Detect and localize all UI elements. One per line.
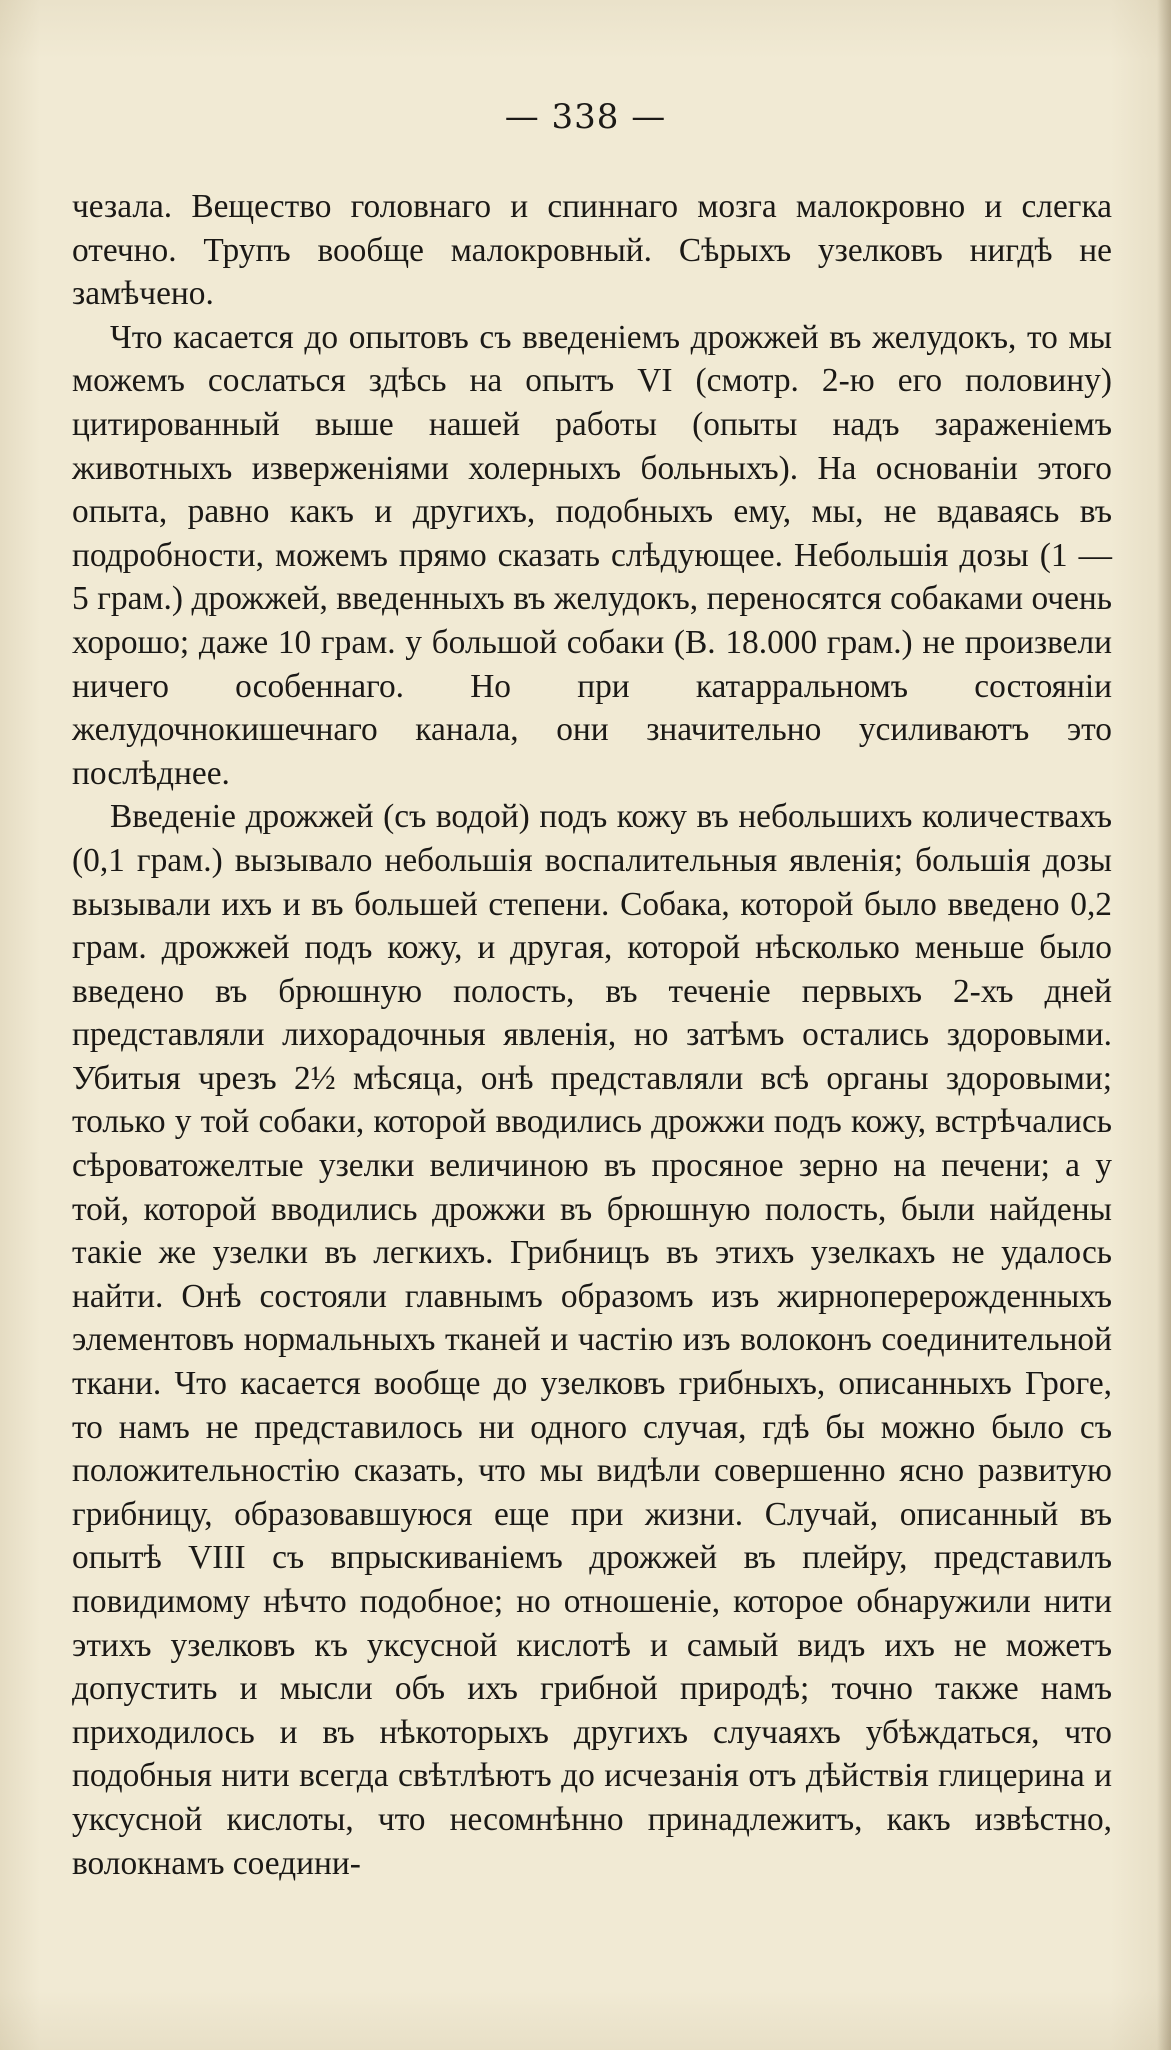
body-text [72,185,1112,1885]
page-edge-shadow [1157,0,1171,2050]
paragraph-continued: чезала. Вещество головнаго и спиннаго мозга малокровно и слегка отечно. Трупъ вообще малокровный. Сѣрыхъ узелковъ нигдѣ не замѣчено. [72,188,1112,313]
paragraph-yeast-stomach: Что касается до опытовъ съ введеніемъ дрожжей въ желудокъ, то мы можемъ сослаться здѣсь на опытъ VI (смотр. 2-ю его половину) цитированный выше нашей работы (опыты надъ зараженіемъ животныхъ изверженіями холерныхъ больныхъ). На основаніи этого опыта, равно какъ и другихъ, подобныхъ ему, мы, не вдаваясь въ подробности, можемъ прямо сказать слѣдующее. Небольшія дозы (1 — 5 грам.) дрожжей, введенныхъ въ желудокъ, переносятся собаками очень хорошо; даже 10 грам. у большой собаки (В. 18.000 грам.) не произвели ничего особеннаго. Но при катарральномъ состояніи желудочнокишечнаго канала, они значительно усиливаютъ это послѣднее. [72,318,1112,792]
page-number: — 338 — [504,97,667,137]
paragraph-yeast-injection: Введеніе дрожжей (съ водой) подъ кожу въ небольшихъ количествахъ (0,1 грам.) вызывало небольшія воспалительныя явленія; большія дозы вызывали ихъ и въ большей степени. Собака, которой было введено 0,2 грам. дрожжей подъ кожу, и другая, которой нѣсколько меньше было введено въ брюшную полость, въ теченіе первыхъ 2-хъ дней представляли лихорадочныя явленія, но затѣмъ остались здоровыми. Убитыя чрезъ 2½ мѣсяца, онѣ представляли всѣ органы здоровыми; только у той собаки, которой вводились дрожжи подъ кожу, встрѣчались сѣроватожелтые узелки величиною въ просяное зерно на печени; а у той, которой вводились дрожжи въ брюшную полость, были найдены такіе же узелки въ легкихъ. Грибницъ въ этихъ узелкахъ не удалось найти. Онѣ состояли главнымъ образомъ изъ жирноперерожденныхъ элементовъ нормальныхъ тканей и частію изъ волоконъ соединительной ткани. Что касается вообще до узелковъ грибныхъ, описанныхъ Гроге, то намъ не представилось ни одного случая, гдѣ бы можно было съ положительностію сказать, что мы видѣли совершенно ясно развитую грибницу, образовавшуюся еще при жизни. Случай, описанный въ опытѣ VIII съ впрыскиваніемъ дрожжей въ плейру, представилъ повидимому нѣчто подобное; но отношеніе, которое обнаружили нити этихъ узелковъ къ уксусной кислотѣ и самый видъ ихъ не можетъ допустить и мысли объ ихъ грибной природѣ; точно также намъ приходилось и въ нѣкоторыхъ другихъ случаяхъ убѣждаться, что подобныя нити всегда свѣтлѣютъ до исчезанія отъ дѣйствія глицерина и уксусной кислоты, что несомнѣнно принадлежитъ, какъ извѣстно, волокнамъ соедини- [72,798,1112,1882]
